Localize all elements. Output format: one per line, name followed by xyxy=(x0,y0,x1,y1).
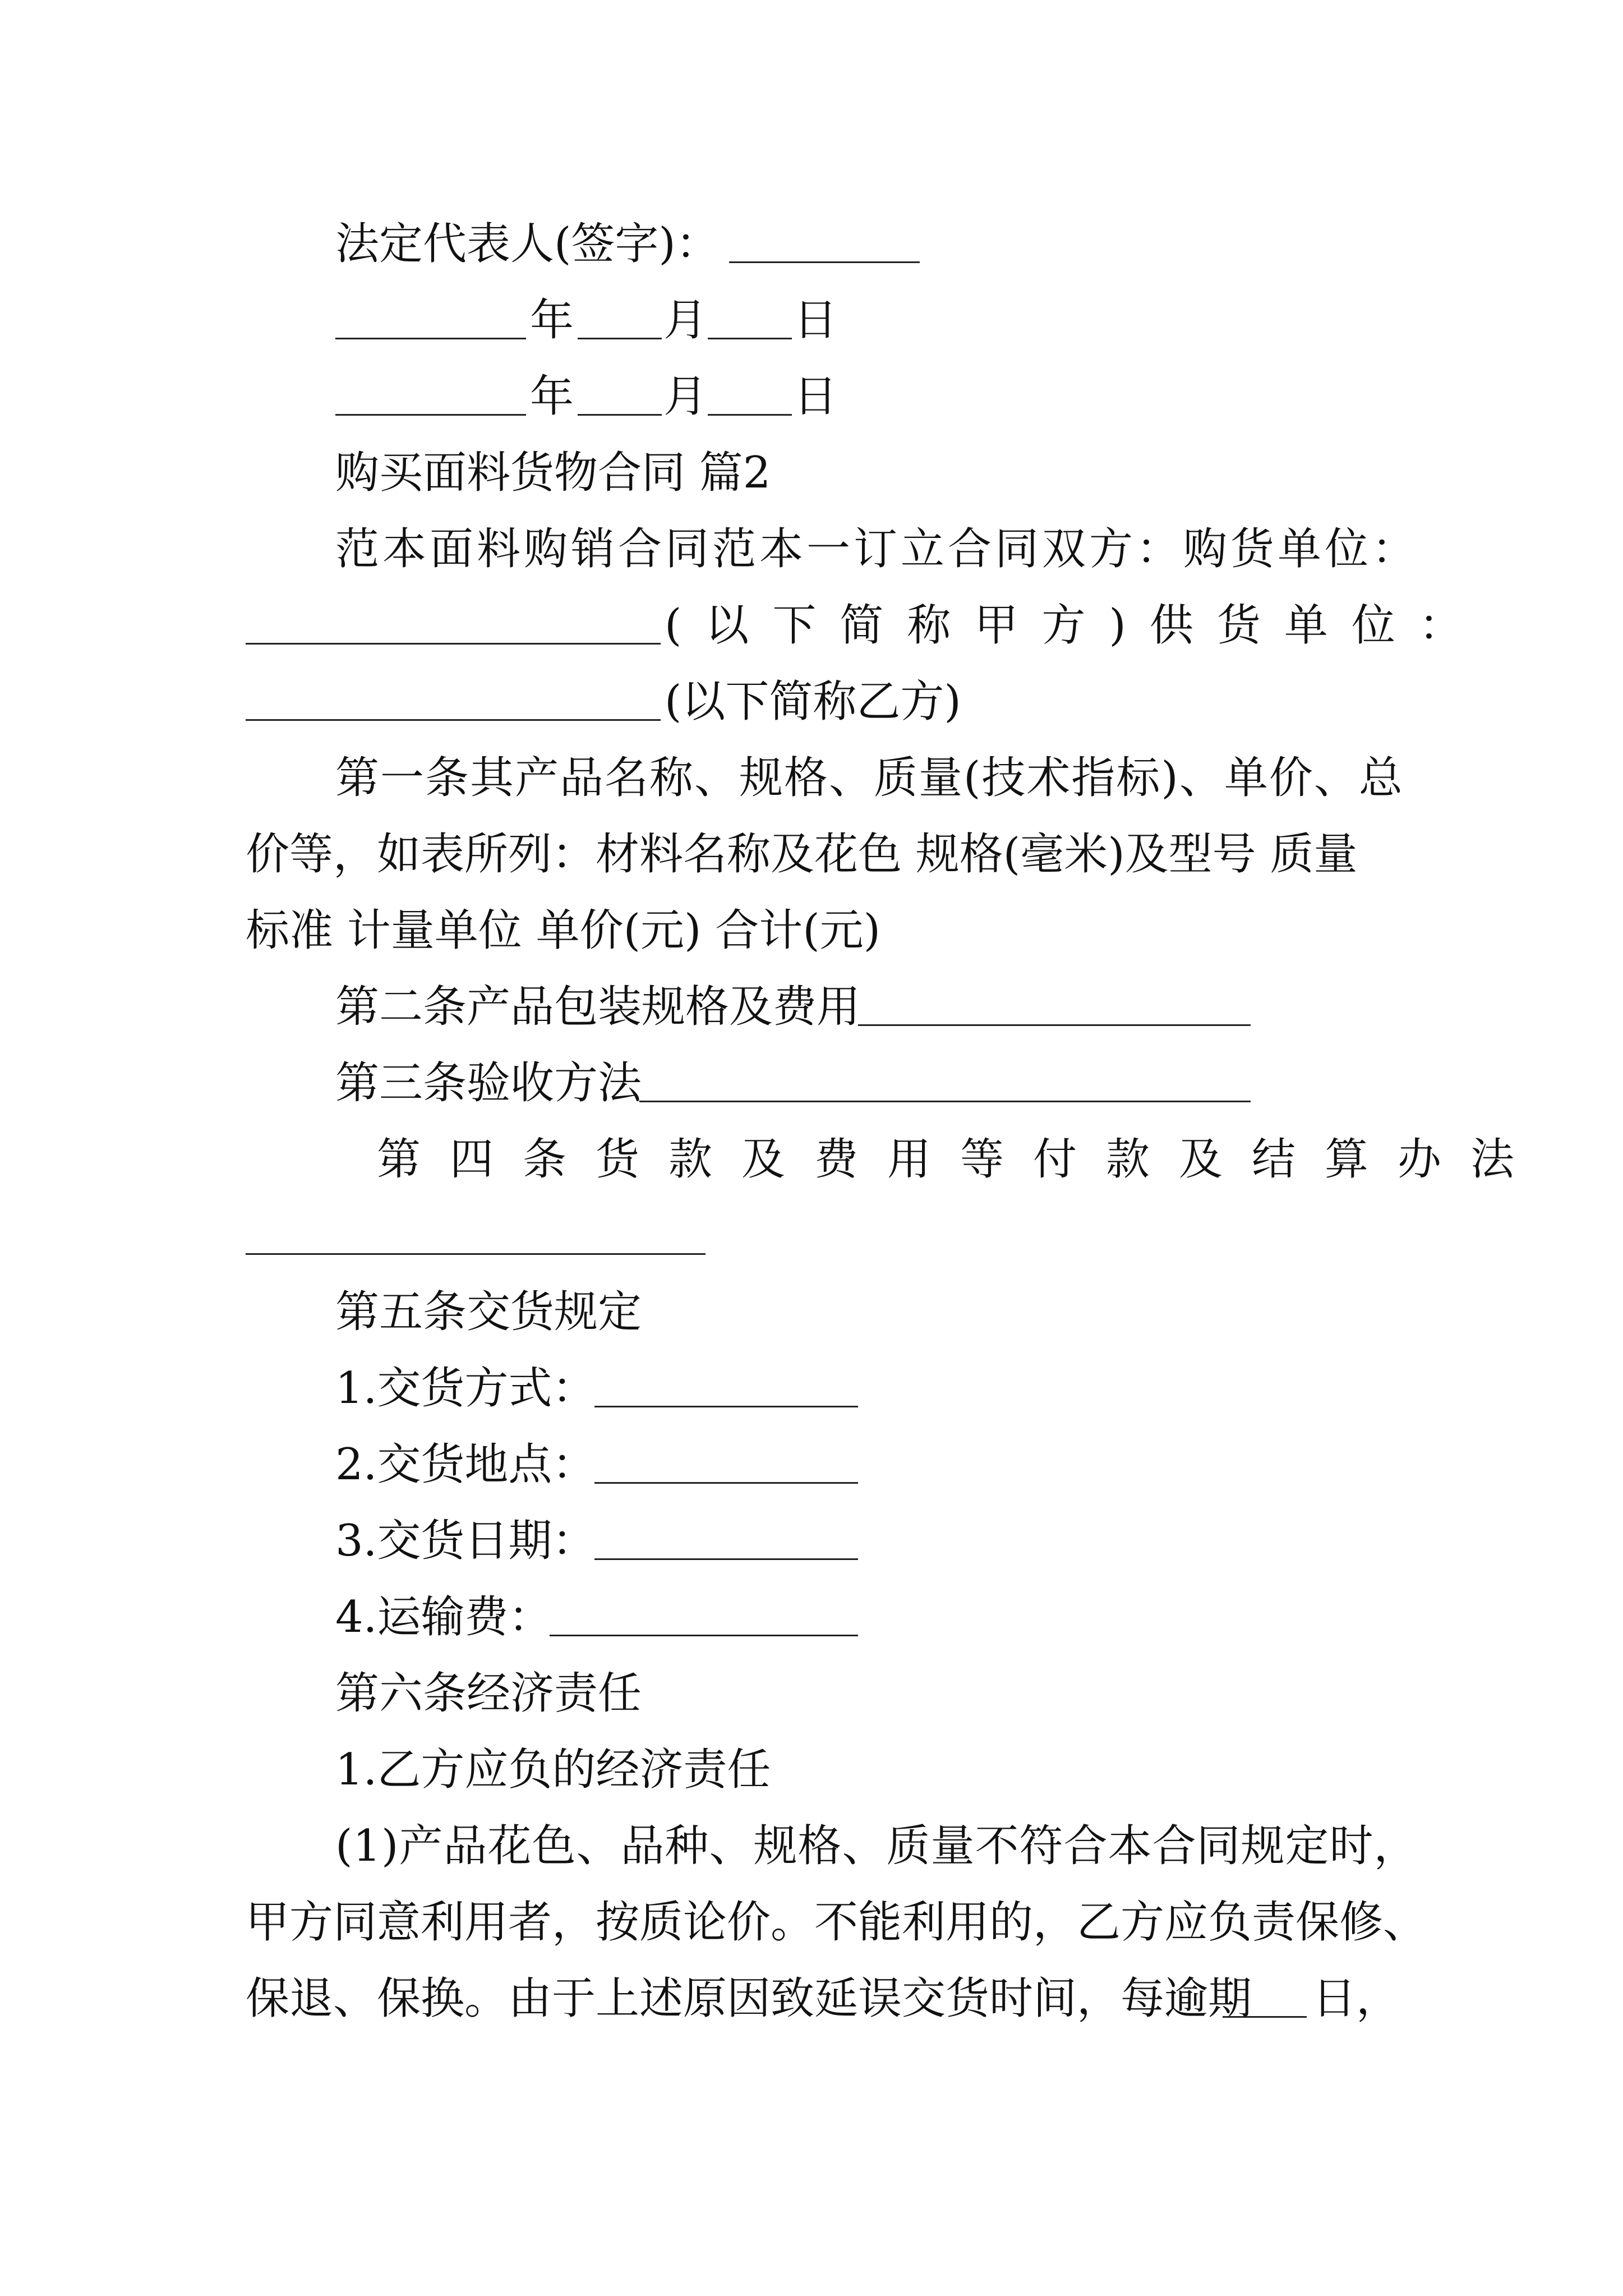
article-1-line-1 xyxy=(0,747,1623,809)
year-label: 年 xyxy=(530,295,574,346)
legal-rep-line xyxy=(0,213,1623,275)
section-title-line xyxy=(0,442,1623,504)
article-6-para-text-3a: 保退、保换。由于上述原因致延误交货时间，每逾期 xyxy=(246,1973,1252,2024)
buyer-blank xyxy=(246,643,661,645)
article-5-text: 第五条交货规定 xyxy=(335,1287,642,1337)
article-5-line xyxy=(0,1281,1623,1343)
intro-line-3 xyxy=(0,671,1623,733)
article-3-line xyxy=(0,1052,1623,1114)
packaging-blank xyxy=(858,1024,1251,1026)
article-6-para-text-3b: 日， xyxy=(1312,1973,1400,2024)
article-6-para-text-1: (1)产品花色、品种、规格、质量不符合本合同规定时， xyxy=(335,1821,1418,1871)
article-1-text-1: 第一条其产品名称、规格、质量(技术指标)、单价、总 xyxy=(335,753,1404,803)
article-5-item-2 xyxy=(0,1434,1623,1496)
article-5-item-3 xyxy=(0,1510,1623,1572)
month-label: 月 xyxy=(663,371,708,422)
supplier-blank xyxy=(246,719,661,721)
signature-blank xyxy=(729,261,920,263)
article-5-item-1 xyxy=(0,1358,1623,1419)
date-line-1 xyxy=(0,289,1623,351)
delivery-method-label: 1.交货方式： xyxy=(335,1363,596,1414)
delivery-method-blank xyxy=(594,1406,858,1407)
month-blank xyxy=(578,338,662,339)
article-6-item-1-text: 1.乙方应负的经济责任 xyxy=(335,1745,771,1795)
day-blank xyxy=(708,414,792,416)
article-6-para-line-3 xyxy=(0,1968,1623,2030)
article-6-para-text-2: 甲方同意利用者，按质论价。不能利用的，乙方应负责保修、 xyxy=(246,1897,1427,1948)
intro-line-2 xyxy=(0,595,1623,656)
article-1-text-2: 价等，如表所列：材料名称及花色 规格(毫米)及型号 质量 xyxy=(246,829,1358,880)
month-blank xyxy=(578,414,662,416)
date-line-2 xyxy=(0,366,1623,427)
year-blank xyxy=(335,338,526,339)
payment-blank xyxy=(246,1253,706,1255)
article-3-text: 第三条验收方法 xyxy=(335,1058,642,1108)
article-1-text-3: 标准 计量单位 单价(元) 合计(元) xyxy=(246,905,881,956)
article-4-line xyxy=(0,1129,1623,1190)
article-6-line xyxy=(0,1663,1623,1724)
delivery-date-blank xyxy=(594,1558,858,1560)
delivery-location-label: 2.交货地点： xyxy=(335,1439,596,1490)
day-label: 日 xyxy=(794,295,838,346)
article-1-line-2 xyxy=(0,823,1623,885)
article-2-line xyxy=(0,976,1623,1038)
article-6-text: 第六条经济责任 xyxy=(335,1668,642,1719)
day-label: 日 xyxy=(794,371,838,422)
article-5-item-4 xyxy=(0,1586,1623,1648)
transport-fee-blank xyxy=(550,1635,858,1636)
intro-text-2: (以下简称甲方)供货单位： xyxy=(665,600,1486,651)
intro-line-1 xyxy=(0,518,1623,580)
legal-rep-label: 法定代表人(签字)： xyxy=(335,219,720,269)
year-label: 年 xyxy=(530,371,574,422)
delivery-date-label: 3.交货日期： xyxy=(335,1516,596,1566)
intro-text-3: (以下简称乙方) xyxy=(665,677,961,727)
article-4-text: 第四条货款及费用等付款及结算办法 xyxy=(377,1134,1544,1185)
transport-fee-label: 4.运输费： xyxy=(335,1592,552,1642)
month-label: 月 xyxy=(663,295,708,346)
overdue-days-blank xyxy=(1223,2016,1307,2018)
delivery-location-blank xyxy=(594,1482,858,1484)
article-6-para-line-1 xyxy=(0,1815,1623,1877)
article-2-text: 第二条产品包装规格及费用 xyxy=(335,982,861,1032)
year-blank xyxy=(335,414,526,416)
section-title: 购买面料货物合同 篇2 xyxy=(335,448,771,498)
day-blank xyxy=(708,338,792,339)
article-6-para-line-2 xyxy=(0,1892,1623,1953)
intro-text-1: 范本面料购销合同范本一订立合同双方：购货单位： xyxy=(335,524,1419,574)
article-1-line-3 xyxy=(0,900,1623,961)
article-6-item-1 xyxy=(0,1739,1623,1801)
inspection-blank xyxy=(639,1101,1251,1102)
